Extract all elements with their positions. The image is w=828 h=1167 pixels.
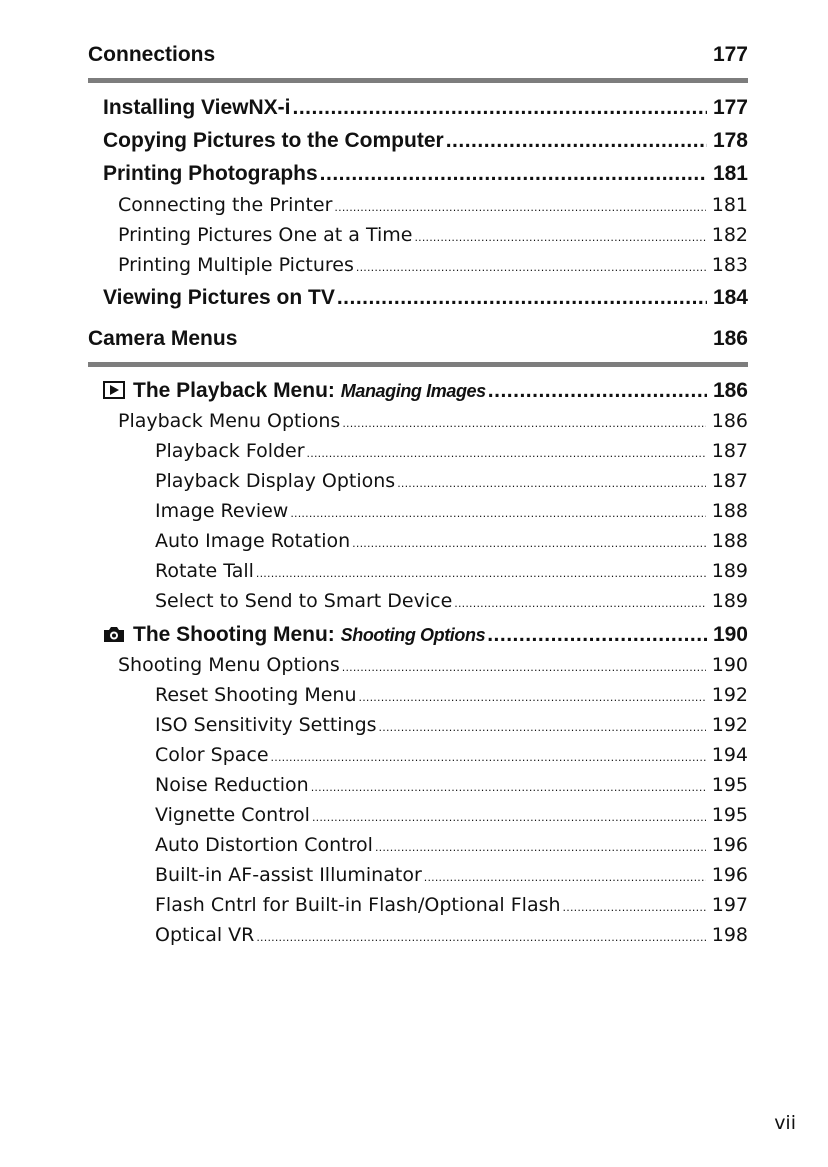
dot-leader [563, 901, 706, 914]
entry-title: Color Space [155, 744, 269, 766]
toc-entry-select-to-send[interactable] [155, 590, 748, 612]
dot-leader [414, 231, 705, 244]
entry-title: Printing Photographs [103, 162, 318, 185]
entry-title: Connecting the Printer [118, 194, 333, 216]
entry-title: Printing Pictures One at a Time [118, 224, 413, 246]
entry-title: Built-in AF-assist Illuminator [155, 864, 422, 886]
entry-title: The Playback Menu: [133, 379, 335, 402]
entry-title: Playback Display Options [155, 470, 396, 492]
dot-leader [290, 507, 705, 520]
entry-page: 188 [711, 500, 748, 522]
chapter-divider [88, 362, 748, 367]
entry-title: Auto Image Rotation [155, 530, 351, 552]
entry-page: 186 [712, 379, 748, 402]
entry-page: 190 [711, 654, 748, 676]
dot-leader [446, 129, 707, 153]
dot-leader [307, 447, 706, 460]
dot-leader [342, 661, 706, 674]
toc-entry-printing-photographs[interactable] [103, 162, 748, 186]
entry-page: 178 [712, 129, 748, 152]
dot-leader [271, 751, 706, 764]
entry-page: 182 [711, 224, 748, 246]
entry-page: 183 [711, 254, 748, 276]
toc-entry-auto-image-rotation[interactable] [155, 530, 748, 552]
toc-entry-playback-menu-options[interactable] [118, 410, 748, 432]
chapter-page: 186 [712, 327, 748, 350]
toc-entry-noise-reduction[interactable] [155, 774, 748, 796]
dot-leader [424, 871, 706, 884]
toc-entry-shooting-menu-options[interactable] [118, 654, 748, 676]
entry-page: 177 [712, 96, 748, 119]
entry-page: 189 [711, 560, 748, 582]
toc-entry-playback-menu[interactable] [103, 379, 748, 403]
dot-leader [312, 811, 706, 824]
dot-leader [397, 477, 706, 490]
dot-leader [487, 623, 707, 647]
entry-page: 181 [711, 194, 748, 216]
camera-icon [103, 625, 125, 643]
entry-title: Playback Folder [155, 440, 305, 462]
toc-entry-reset-shooting-menu[interactable] [155, 684, 748, 706]
entry-title: Viewing Pictures on TV [103, 286, 335, 309]
entry-page: 184 [712, 286, 748, 309]
chapter-heading-connections[interactable] [88, 43, 748, 67]
toc-entry-flash-cntrl[interactable] [155, 894, 748, 916]
entry-title: Noise Reduction [155, 774, 309, 796]
dot-leader [352, 537, 706, 550]
entry-title: Flash Cntrl for Built-in Flash/Optional Flash [155, 894, 561, 916]
dot-leader [334, 201, 705, 214]
entry-title: Playback Menu Options [118, 410, 341, 432]
page-number: vii [774, 1112, 796, 1134]
entry-subtitle: Managing Images [340, 381, 486, 401]
entry-title: Rotate Tall [155, 560, 254, 582]
dot-leader [256, 931, 705, 944]
entry-page: 194 [711, 744, 748, 766]
entry-page: 195 [711, 804, 748, 826]
entry-title: Shooting Menu Options [118, 654, 340, 676]
entry-page: 186 [711, 410, 748, 432]
chapter-divider [88, 78, 748, 83]
toc-entry-playback-display-options[interactable] [155, 470, 748, 492]
entry-title: Auto Distortion Control [155, 834, 373, 856]
toc-entry-auto-distortion-control[interactable] [155, 834, 748, 856]
toc-entry-shooting-menu[interactable] [103, 623, 748, 647]
entry-page: 198 [711, 924, 748, 946]
chapter-title: Connections [88, 43, 216, 66]
toc-entry-playback-folder[interactable] [155, 440, 748, 462]
dot-leader [488, 379, 707, 403]
entry-title: The Shooting Menu: [133, 623, 335, 646]
dot-leader [356, 261, 706, 274]
entry-page: 195 [711, 774, 748, 796]
playback-icon [103, 381, 125, 399]
toc-entry-color-space[interactable] [155, 744, 748, 766]
entry-page: 187 [711, 470, 748, 492]
dot-leader [292, 96, 706, 120]
toc-entry-image-review[interactable] [155, 500, 748, 522]
entry-title: Printing Multiple Pictures [118, 254, 354, 276]
toc-entry-viewing-on-tv[interactable] [103, 286, 748, 310]
entry-page: 192 [711, 714, 748, 736]
entry-title: Optical VR [155, 924, 255, 946]
chapter-heading-camera-menus[interactable] [88, 327, 748, 351]
dot-leader [342, 417, 705, 430]
entry-title: ISO Sensitivity Settings [155, 714, 377, 736]
toc-entry-vignette-control[interactable] [155, 804, 748, 826]
entry-page: 196 [711, 864, 748, 886]
dot-leader [337, 286, 707, 310]
entry-page: 187 [711, 440, 748, 462]
dot-leader [256, 567, 706, 580]
toc-entry-af-assist-illuminator[interactable] [155, 864, 748, 886]
entry-title: Installing ViewNX-i [103, 96, 291, 119]
entry-page: 197 [711, 894, 748, 916]
toc-entry-installing-viewnx-i[interactable] [103, 96, 748, 120]
toc-entry-printing-multiple[interactable] [118, 254, 748, 276]
entry-page: 181 [712, 162, 748, 185]
entry-page: 188 [711, 530, 748, 552]
toc-entry-printing-one-at-a-time[interactable] [118, 224, 748, 246]
toc-entry-connecting-the-printer[interactable] [118, 194, 748, 216]
dot-leader [320, 162, 707, 186]
entry-page: 189 [711, 590, 748, 612]
entry-page: 190 [712, 623, 748, 646]
entry-page: 192 [711, 684, 748, 706]
entry-title: Select to Send to Smart Device [155, 590, 453, 612]
dot-leader [359, 691, 706, 704]
chapter-page: 177 [712, 43, 748, 66]
entry-subtitle: Shooting Options [340, 625, 486, 645]
chapter-title: Camera Menus [88, 327, 238, 350]
dot-leader [379, 721, 706, 734]
toc-entry-iso-sensitivity[interactable] [155, 714, 748, 736]
toc-entry-rotate-tall[interactable] [155, 560, 748, 582]
dot-leader [375, 841, 706, 854]
entry-page: 196 [711, 834, 748, 856]
entry-title: Copying Pictures to the Computer [103, 129, 444, 152]
toc-entry-optical-vr[interactable] [155, 924, 748, 946]
entry-title: Image Review [155, 500, 289, 522]
entry-title: Reset Shooting Menu [155, 684, 357, 706]
toc-entry-copying-pictures[interactable] [103, 129, 748, 153]
dot-leader [454, 597, 705, 610]
dot-leader [311, 781, 706, 794]
entry-title: Vignette Control [155, 804, 310, 826]
